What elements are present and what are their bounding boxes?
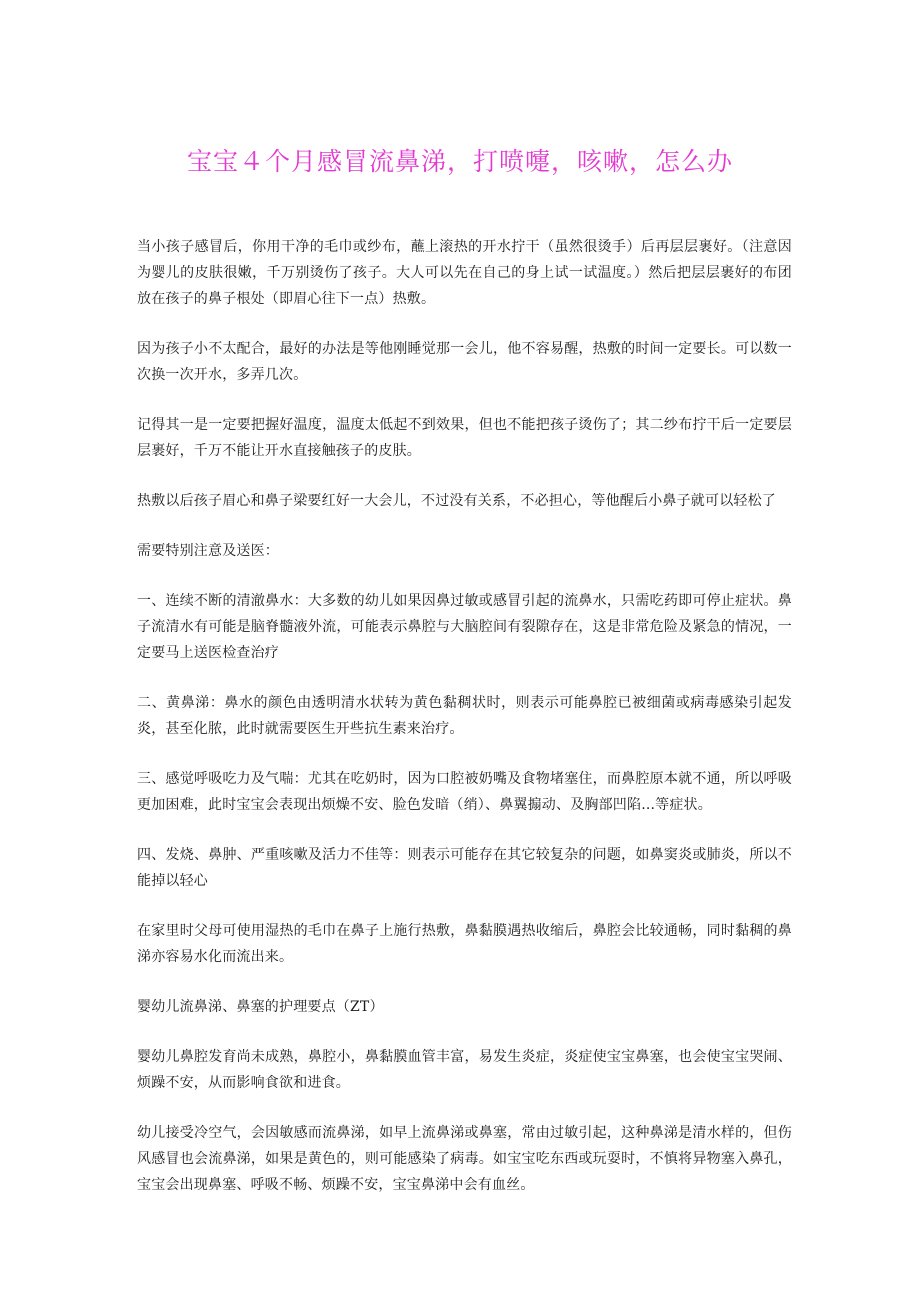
document-body	[137, 234, 792, 1222]
section-heading-seek-care: 需要特别注意及送医：	[137, 543, 279, 559]
paragraph-point-1: 一、连续不断的清澈鼻水：大多数的幼儿如果因鼻过敏或感冒引起的流鼻水，只需吃药即可停止症状。鼻子流清水有可能是脑脊髓液外流，可能表示鼻腔与大脑腔间有裂隙存在，这是非常危险及紧急的情况，一定要马上送医检查治疗	[137, 593, 792, 661]
paragraph-after-effect: 热敷以后孩子眉心和鼻子梁要红好一大会儿，不过没有关系，不必担心，等他醒后小鼻子就可以轻松了	[137, 493, 776, 509]
paragraph-infant-nasal: 婴幼儿鼻腔发育尚未成熟，鼻腔小，鼻黏膜血管丰富，易发生炎症，炎症使宝宝鼻塞，也会使宝宝哭闹、烦躁不安，从而影响食欲和进食。	[137, 1049, 792, 1091]
paragraph-home-care: 在家里时父母可使用湿热的毛巾在鼻子上施行热敷，鼻黏膜遇热收缩后，鼻腔会比较通畅，同时黏稠的鼻涕亦容易水化而流出来。	[137, 923, 792, 965]
paragraph-cautions: 记得其一是一定要把握好温度，温度太低起不到效果，但也不能把孩子烫伤了；其二纱布拧干后一定要层层裹好，千万不能让开水直接触孩子的皮肤。	[137, 417, 792, 459]
paragraph-hot-compress-method: 当小孩子感冒后，你用干净的毛巾或纱布，蘸上滚热的开水拧干（虽然很烫手）后再层层裹好。（注意因为婴儿的皮肤很嫩，千万别烫伤了孩子。大人可以先在自己的身上试一试温度。）然后把层层裹好的布团放在孩子的鼻子根处（即眉心往下一点）热敷。	[137, 239, 792, 307]
paragraph-cold-air: 幼儿接受冷空气，会因敏感而流鼻涕，如早上流鼻涕或鼻塞，常由过敏引起，这种鼻涕是清水样的，但伤风感冒也会流鼻涕，如果是黄色的，则可能感染了病毒。如宝宝吃东西或玩耍时，不慎将异物塞入鼻孔，宝宝会出现鼻塞、呼吸不畅、烦躁不安，宝宝鼻涕中会有血丝。	[137, 1125, 792, 1193]
paragraph-point-4: 四、发烧、鼻肿、严重咳嗽及活力不佳等：则表示可能存在其它较复杂的问题，如鼻窦炎或肺炎，所以不能掉以轻心	[137, 847, 792, 889]
paragraph-point-3: 三、感觉呼吸吃力及气喘：尤其在吃奶时，因为口腔被奶嘴及食物堵塞住，而鼻腔原本就不通，所以呼吸更加困难，此时宝宝会表现出烦燥不安、脸色发暗（绡）、鼻翼搧动、及胸部凹陷...等症状。	[137, 771, 792, 813]
paragraph-timing: 因为孩子小不太配合，最好的办法是等他刚睡觉那一会儿，他不容易醒，热敷的时间一定要长。可以数一次换一次开水，多弄几次。	[137, 341, 792, 383]
paragraph-point-2: 二、黄鼻涕：鼻水的颜色由透明清水状转为黄色黏稠状时，则表示可能鼻腔已被细菌或病毒感染引起发炎，甚至化脓，此时就需要医生开些抗生素来治疗。	[137, 695, 792, 737]
section-heading-care-points: 婴幼儿流鼻涕、鼻塞的护理要点（ZT）	[137, 999, 384, 1015]
document-title: 宝宝４个月感冒流鼻涕，打喷嚏，咳嗽，怎么办	[186, 147, 733, 176]
